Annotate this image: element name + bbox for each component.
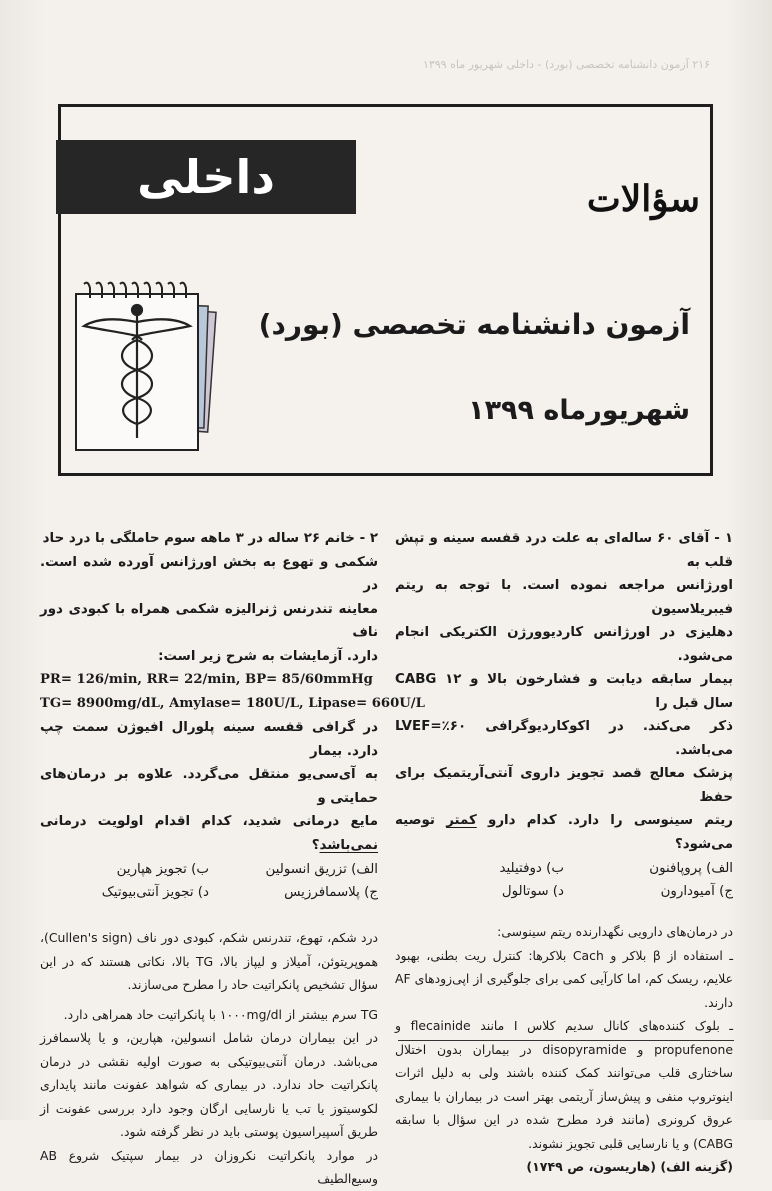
option-c: ج) آمیودارون <box>660 884 733 899</box>
question-1-line <box>395 809 733 856</box>
question-1-options <box>395 857 733 903</box>
explanation-paragraph: درد شکم، تهوع، تندرنس شکم، کبودی دور ناف (Cullen's sign)، هموپریتوئن، آمیلاز و لیپاز بالا، TG بالا، نکاتی هستند که در این سؤال تشخیص پانکراتیت حاد را مطرح می‌سازند. <box>40 930 378 992</box>
question-2-line: معاینه تندرنس ژنرالیزه شکمی همراه با کبودی دور ناف <box>40 601 378 640</box>
option-d: د) تجویز آنتی‌بیوتیک <box>101 885 209 900</box>
question-1 <box>395 527 733 1179</box>
question-1-text: توصیه می‌شود؟ <box>395 813 733 852</box>
question-2-options <box>40 858 378 904</box>
question-2-emphasis: نمی‌باشد <box>319 837 378 853</box>
question-2-line: در گرافی قفسه سینه پلورال افیوژن سمت چپ دارد. بیمار <box>40 720 378 759</box>
explanation-paragraph: TG سرم بیشتر از ۱۰۰۰mg/dl با پانکراتیت حاد همراهی دارد. <box>63 1006 378 1022</box>
question-2-text: ؟ <box>311 837 320 853</box>
question-2-line: به آی‌سی‌یو منتقل می‌گردد. علاوه بر درمان‌های حمایتی و <box>40 767 378 806</box>
column-end-divider <box>398 1040 734 1041</box>
explanation-paragraph: در موارد پانکراتیت نکروزان در بیمار سپتیک شروع AB وسیع‌الطیف <box>40 1147 378 1186</box>
question-1-line: دهلیزی در اورژانس کاردیوورژن الکتریکی انجام می‌شود. <box>395 625 733 664</box>
question-1-line: ذکر می‌کند. در اکوکاردیوگرافی ۶۰٪=LVEF می‌باشد. <box>395 719 733 758</box>
option-d: د) سوتالول <box>501 884 564 899</box>
question-2-line <box>40 810 378 857</box>
explanation-paragraph: در درمان‌های دارویی نگهدارنده ریتم سینوسی: <box>497 924 733 939</box>
option-a: الف) پروپافنون <box>649 861 733 876</box>
option-b: ب) دوفتیلید <box>499 861 564 876</box>
question-2-text: مایع درمانی شدید، کدام اقدام اولویت درمانی <box>40 814 378 829</box>
question-1-line: بیمار سابقه دیابت و فشارخون بالا و CABG ۱۲ سال قبل را <box>395 672 733 711</box>
option-a: الف) تزریق انسولین <box>265 862 378 877</box>
question-2 <box>40 527 425 1191</box>
lab-chemistry: TG= 8900mg/dL, Amylase= 180U/L, Lipase= 660U/L <box>40 696 425 711</box>
question-2-line: ۲ - خانم ۲۶ ساله در ۳ ماهه سوم حاملگی با درد حاد <box>42 531 378 546</box>
option-b: ب) تجویز هپارین <box>116 862 209 877</box>
explanation-paragraph: در این بیماران درمان شامل انسولین، هپارین، و یا پلاسمافرز می‌باشد. درمان آنتی‌بیوتیکی به صورت اولیه نقشی در درمان پانکراتیت حاد ندارد. در بیماری که شواهد عفونت مانند پایداری لکوسیتوز یا تب یا نارسایی ارگان وجود دارد بررسی عفونت از طریق آسپیراسیون پوستی باید در نظر گرفته شود. <box>40 1030 378 1139</box>
explanation-paragraph: ـ بلوک کننده‌های کانال سدیم کلاس I مانند flecainide و propufenone و disopyramide در بیماران بدون اختلال ساختاری قلب می‌توانند کمک کننده باشند ولی به دلیل اثرات اینوتروپ منفی و پیش‌ساز آریتمی بهتر است در بیماران با بیماری عروق کرونری (مانند فرد مطرح شده در این سؤال با سابقه CABG) و یا نارسایی قلبی تجویز نشوند. <box>395 1018 733 1151</box>
explanation-paragraph: ـ استفاده از β بلاکر و Cach بلاکرها: کنترل ریت بطنی، بهبود علایم، ریسک کم، اما کارآیی کمی برای جلوگیری از اپی‌زودهای AF دارند. <box>395 947 733 1010</box>
subject-banner: داخلی <box>56 140 356 214</box>
section-title: سؤالات <box>586 178 700 220</box>
question-1-emphasis: کمتر <box>446 813 477 828</box>
lab-vitals: PR= 126/min, RR= 22/min, BP= 85/60mmHg <box>40 672 373 687</box>
question-1-stem <box>395 527 733 856</box>
running-header: ۲۱۶ آزمون دانشنامه تخصصی (بورد) - داخلی شهریور ماه ۱۳۹۹ <box>422 58 710 71</box>
answer-key: (گزینه الف) (هاریسون، ص ۱۷۴۹) <box>526 1159 733 1174</box>
question-2-line: دارد. آزمایشات به شرح زیر است: <box>158 648 378 664</box>
question-1-line: اورژانس مراجعه نموده است. با توجه به ریتم فیبریلاسیون <box>395 578 733 617</box>
exam-date: شهریورماه ۱۳۹۹ <box>468 395 690 426</box>
question-1-text: ریتم سینوسی را دارد. کدام دارو <box>476 813 733 828</box>
question-1-line: ۱ - آقای ۶۰ ساله‌ای به علت درد قفسه سینه و تپش قلب به <box>395 531 733 570</box>
question-2-line: شکمی و تهوع به بخش اورژانس آورده شده است. در <box>40 554 378 593</box>
option-c: ج) پلاسمافرزیس <box>284 885 378 900</box>
caduceus-notepad-icon <box>62 278 222 456</box>
question-1-line: پزشک معالج قصد تجویز داروی آنتی‌آریتمیک برای حفظ <box>395 766 733 805</box>
exam-title: آزمون دانشنامه تخصصی (بورد) <box>258 308 690 341</box>
question-2-stem <box>40 527 425 857</box>
